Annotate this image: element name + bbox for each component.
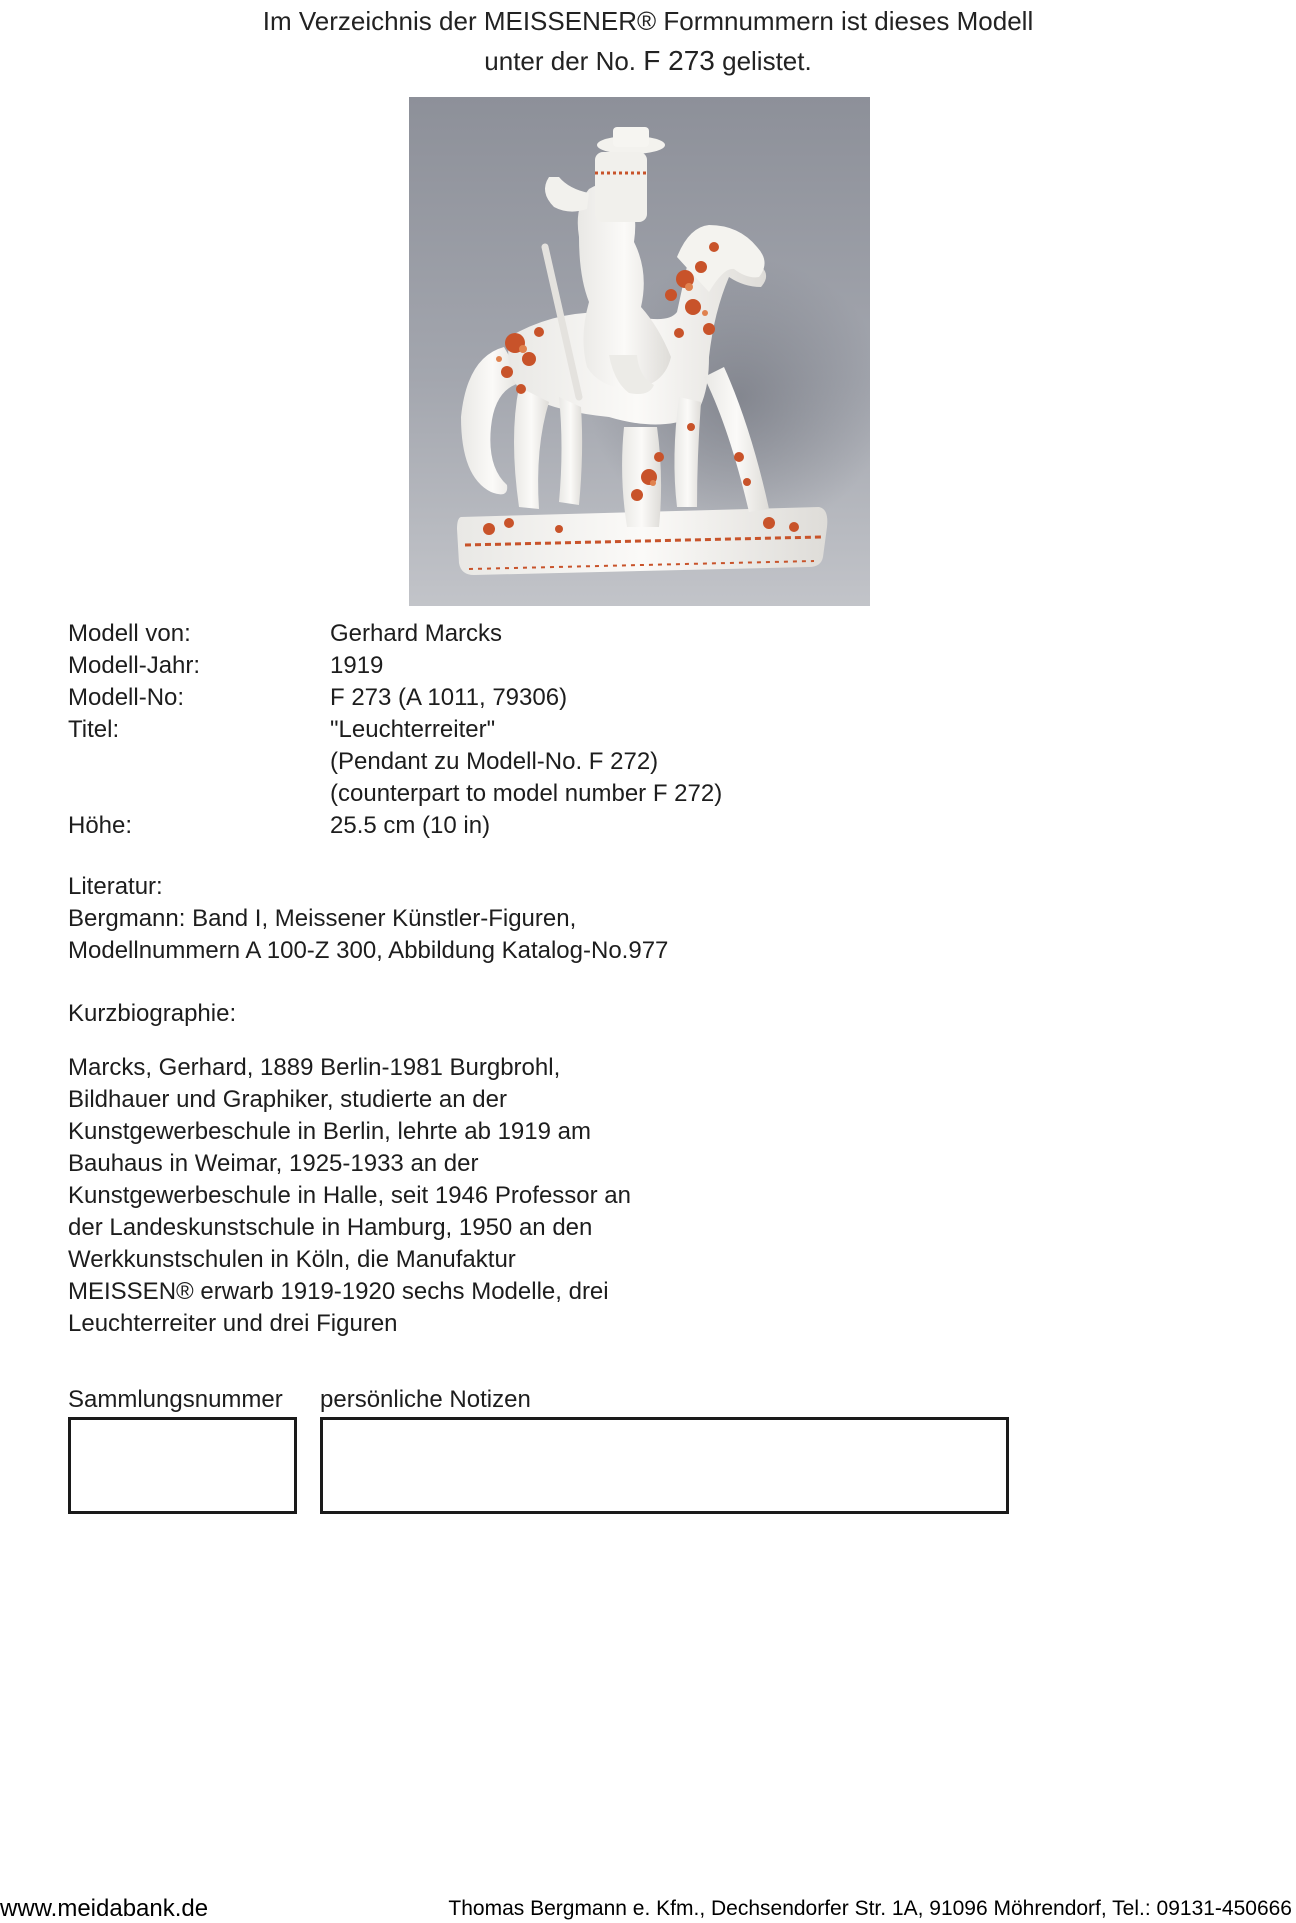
titel-line: (counterpart to model number F 272)	[330, 780, 723, 807]
model-details	[68, 618, 722, 842]
biography-line: Marcks, Gerhard, 1889 Berlin-1981 Burgbrohl,	[68, 1054, 561, 1081]
biography-text	[68, 1052, 631, 1340]
modell-jahr-label: Modell-Jahr:	[68, 652, 201, 679]
intro-line-1: Im Verzeichnis der MEISSENER® Formnummern ist dieses Modell	[262, 6, 1034, 36]
intro-model-number: F 273	[643, 45, 715, 76]
biography-line: Werkkunstschulen in Köln, die Manufaktur	[68, 1246, 516, 1273]
detail-row-modell-jahr	[68, 650, 722, 682]
footer-website[interactable]: www.meidabank.de	[0, 1895, 209, 1922]
intro-text	[0, 2, 1296, 81]
modell-von-label: Modell von:	[68, 620, 191, 647]
biography-heading: Kurzbiographie:	[68, 1000, 237, 1027]
literature-heading: Literatur:	[68, 873, 163, 900]
intro-prefix: unter der No.	[484, 46, 637, 76]
titel-label: Titel:	[68, 716, 120, 743]
detail-row-titel	[68, 714, 722, 810]
modell-no-label: Modell-No:	[68, 684, 185, 711]
notes-label: persönliche Notizen	[320, 1386, 531, 1413]
biography-line: Leuchterreiter und drei Figuren	[68, 1310, 398, 1337]
hoehe-value: 25.5 cm (10 in)	[330, 812, 491, 839]
porcelain-figure-photo	[409, 97, 870, 606]
titel-line: "Leuchterreiter"	[330, 716, 496, 743]
biography-line: Bildhauer und Graphiker, studierte an der	[68, 1086, 507, 1113]
biography-line: Kunstgewerbeschule in Halle, seit 1946 Professor an	[68, 1182, 631, 1209]
collection-number-box[interactable]	[68, 1417, 297, 1514]
detail-row-modell-no	[68, 682, 722, 714]
literature-line: Bergmann: Band I, Meissener Künstler-Figuren,	[68, 905, 577, 932]
modell-no-value: F 273 (A 1011, 79306)	[330, 684, 568, 711]
detail-row-modell-von	[68, 618, 722, 650]
biography-line: MEISSEN® erwarb 1919-1920 sechs Modelle, drei	[68, 1278, 609, 1305]
literature-line: Modellnummern A 100-Z 300, Abbildung Katalog-No.977	[68, 937, 669, 964]
titel-value	[330, 714, 722, 810]
biography-line: der Landeskunstschule in Hamburg, 1950 an den	[68, 1214, 593, 1241]
footer-address: Thomas Bergmann e. Kfm., Dechsendorfer Str. 1A, 91096 Möhrendorf, Tel.: 09131-450666	[448, 1897, 1292, 1920]
collection-number-label: Sammlungsnummer	[68, 1386, 283, 1413]
detail-row-hoehe	[68, 810, 722, 842]
hoehe-label: Höhe:	[68, 812, 133, 839]
notes-box[interactable]	[320, 1417, 1009, 1514]
intro-suffix: gelistet.	[722, 46, 812, 76]
literature-section	[68, 871, 668, 967]
modell-jahr-value: 1919	[330, 652, 384, 679]
modell-von-value: Gerhard Marcks	[330, 620, 503, 647]
biography-line: Bauhaus in Weimar, 1925-1933 an der	[68, 1150, 479, 1177]
titel-line: (Pendant zu Modell-No. F 272)	[330, 748, 659, 775]
biography-line: Kunstgewerbeschule in Berlin, lehrte ab 1919 am	[68, 1118, 591, 1145]
intro-line-2	[0, 41, 1296, 81]
